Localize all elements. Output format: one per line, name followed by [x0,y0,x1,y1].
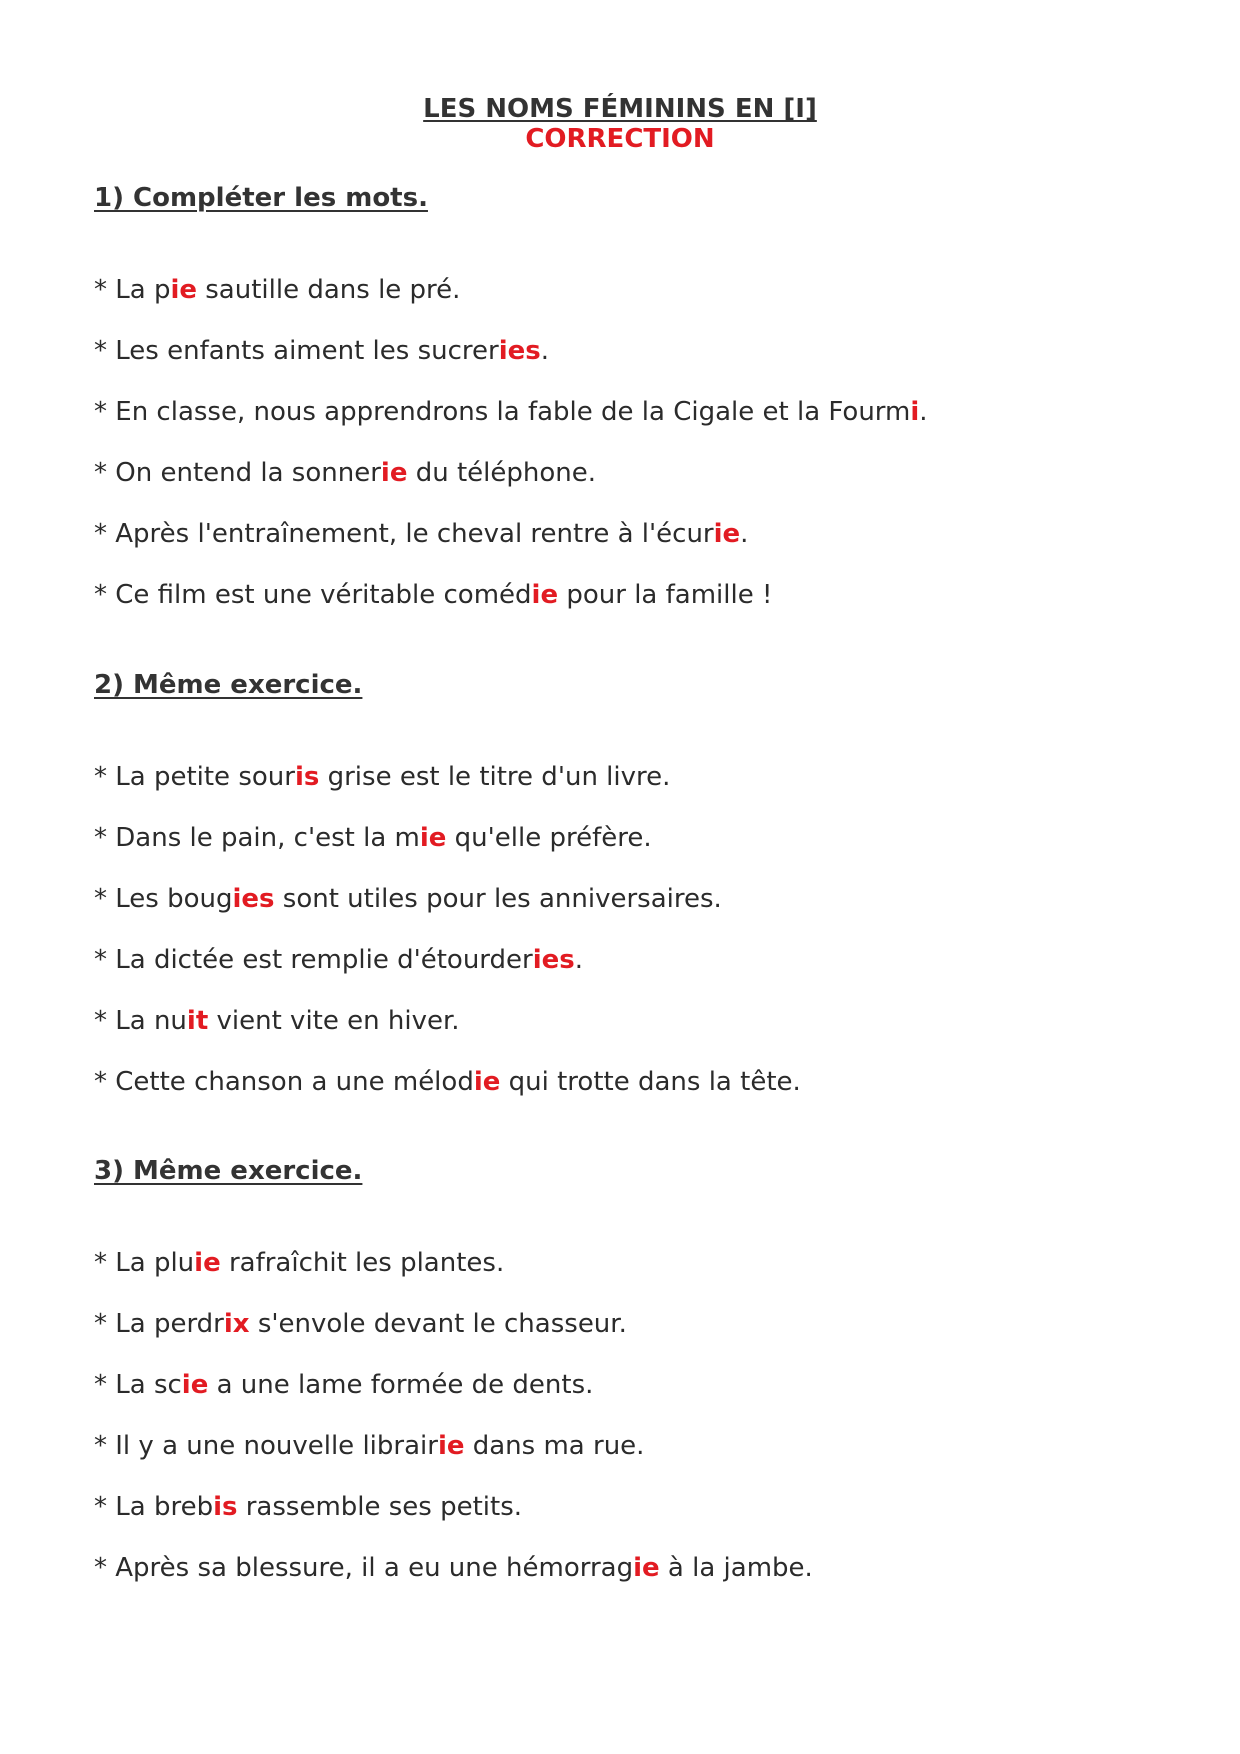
sentence-item [94,1431,1194,1492]
sentence-start: La nu [115,1006,187,1036]
sentence-item [94,884,1194,945]
sentence-start: La perdr [115,1309,224,1339]
exercise-section-3 [94,1156,1194,1614]
bullet-marker: * [94,336,107,366]
sentence-item [94,823,1194,884]
sentence-start: La petite sour [115,762,295,792]
bullet-marker: * [94,1067,107,1097]
sentence-start: La dictée est remplie d'étourder [115,945,533,975]
answer-letters: ie [633,1553,660,1583]
sentence-end: du téléphone. [407,458,597,488]
sentence-end: . [919,397,928,427]
exercise-heading: 1) Compléter les mots. [94,183,428,213]
bullet-marker: * [94,275,107,305]
answer-letters: ies [498,336,541,366]
answer-letters: ie [419,823,447,853]
bullet-marker: * [94,1553,107,1583]
sentence-end: vient vite en hiver. [208,1006,460,1036]
sentence-end: s'envole devant le chasseur. [249,1309,627,1339]
sentence-item [94,1067,1194,1128]
bullet-marker: * [94,884,107,914]
sentence-end: rassemble ses petits. [237,1492,523,1522]
answer-letters: is [294,762,320,792]
sentence-start: La plu [115,1248,195,1278]
sentence-end: qui trotte dans la tête. [500,1067,801,1097]
sentence-item [94,1370,1194,1431]
bullet-marker: * [94,823,107,853]
sentence-start: Il y a une nouvelle librair [115,1431,438,1461]
sentence-end: qu'elle préfère. [446,823,652,853]
exercise-section-1 [94,183,1194,641]
answer-letters: ie [380,458,408,488]
sentence-end: pour la famille ! [558,580,773,610]
sentence-start: Ce film est une véritable coméd [115,580,532,610]
sentence-start: La p [115,275,171,305]
sentence-start: La sc [115,1370,182,1400]
sentence-start: Après sa blessure, il a eu une hémorrag [115,1553,634,1583]
sentence-item [94,1553,1194,1614]
sentence-end: grise est le titre d'un livre. [319,762,671,792]
answer-letters: ie [194,1248,221,1278]
answer-letters: ie [713,519,741,549]
document-title: LES NOMS FÉMININS EN [I] [423,94,817,124]
bullet-marker: * [94,1431,107,1461]
document-header [0,94,1240,154]
sentence-start: Cette chanson a une mélod [115,1067,474,1097]
sentence-start: Après l'entraînement, le cheval rentre à l'écur [115,519,714,549]
sentence-list [94,275,1194,641]
sentence-item [94,519,1194,580]
exercise-heading: 3) Même exercice. [94,1156,363,1186]
sentence-end: sautille dans le pré. [197,275,461,305]
sentence-end: . [540,336,550,366]
sentence-start: Les boug [115,884,233,914]
sentence-item [94,1006,1194,1067]
answer-letters: ix [223,1309,250,1339]
answer-letters: ie [170,275,197,305]
sentence-start: La breb [115,1492,214,1522]
bullet-marker: * [94,1309,107,1339]
sentence-start: En classe, nous apprendrons la fable de la Cigale et la Fourm [115,397,911,427]
sentence-item [94,1492,1194,1553]
sentence-end: à la jambe. [659,1553,813,1583]
sentence-item [94,1248,1194,1309]
sentence-item [94,336,1194,397]
bullet-marker: * [94,1248,107,1278]
sentence-start: Dans le pain, c'est la m [115,823,420,853]
sentence-item [94,1309,1194,1370]
sentence-start: On entend la sonner [115,458,381,488]
sentence-end: . [740,519,749,549]
sentence-item [94,762,1194,823]
answer-letters: ies [232,884,275,914]
bullet-marker: * [94,519,107,549]
sentence-end: sont utiles pour les anniversaires. [274,884,722,914]
bullet-marker: * [94,762,107,792]
exercise-heading: 2) Même exercice. [94,670,363,700]
bullet-marker: * [94,580,107,610]
sentence-start: Les enfants aiment les sucrer [115,336,499,366]
sentence-end: . [574,945,584,975]
answer-letters: is [213,1492,238,1522]
bullet-marker: * [94,458,107,488]
sentence-end: dans ma rue. [464,1431,645,1461]
sentence-item [94,458,1194,519]
bullet-marker: * [94,1006,107,1036]
sentence-end: rafraîchit les plantes. [220,1248,505,1278]
sentence-item [94,945,1194,1006]
sentence-item [94,397,1194,458]
bullet-marker: * [94,397,107,427]
sentence-list [94,1248,1194,1614]
sentence-item [94,275,1194,336]
bullet-marker: * [94,945,107,975]
bullet-marker: * [94,1492,107,1522]
sentence-list [94,762,1194,1128]
answer-letters: it [186,1006,209,1036]
sentence-item [94,580,1194,641]
sentence-end: a une lame formée de dents. [208,1370,594,1400]
answer-letters: ie [181,1370,209,1400]
answer-letters: ie [437,1431,465,1461]
exercise-section-2 [94,670,1194,1128]
document-subtitle: CORRECTION [525,124,715,154]
bullet-marker: * [94,1370,107,1400]
answer-letters: ie [473,1067,501,1097]
answer-letters: i [910,397,920,427]
answer-letters: ies [532,945,575,975]
answer-letters: ie [531,580,559,610]
